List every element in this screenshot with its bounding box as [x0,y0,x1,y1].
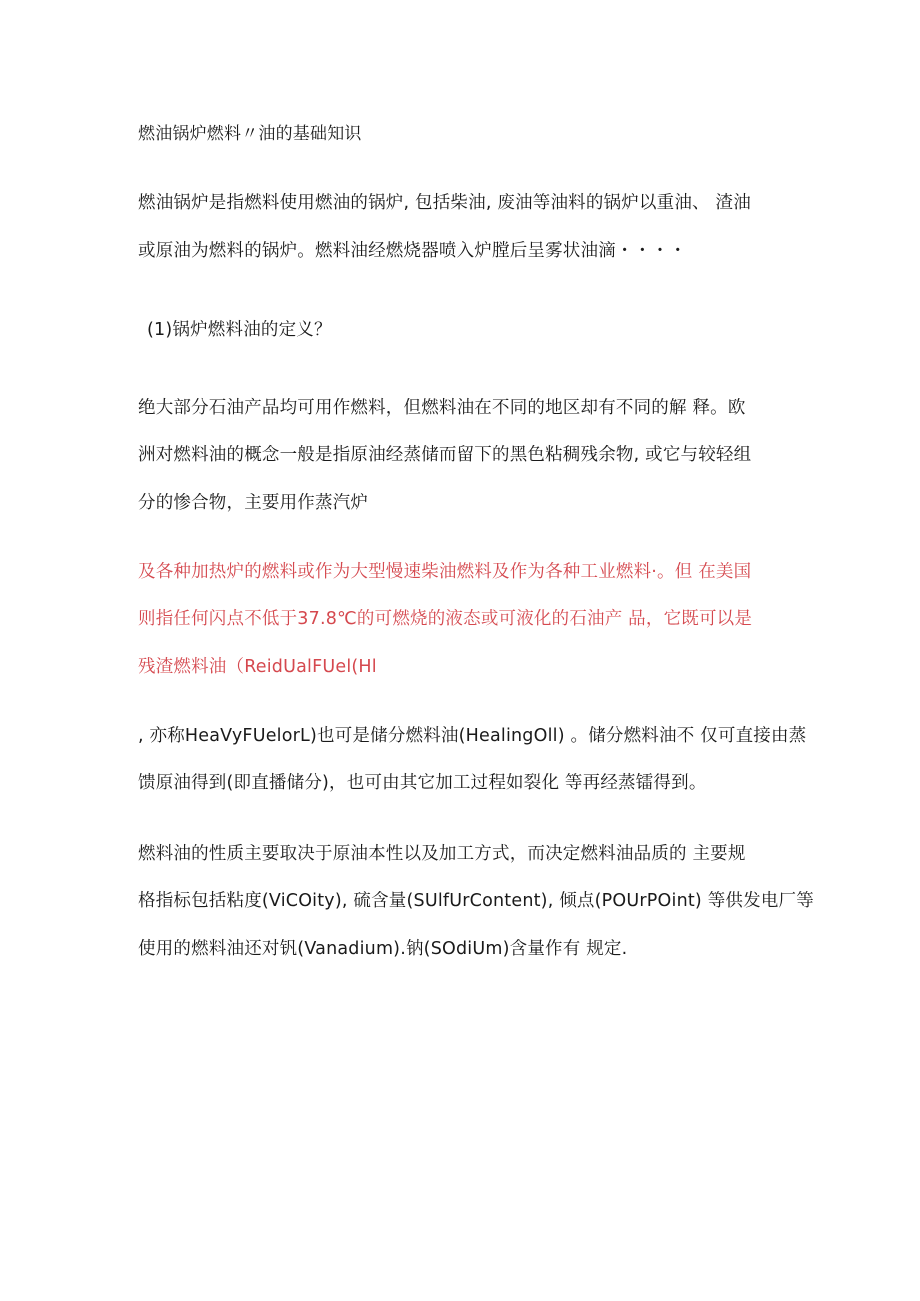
distillate-line-2: 馈原油得到(即直播储分)，也可由其它加工过程如裂化 等再经蒸镭得到。 [138,773,707,793]
intro-line-2: 或原油为燃料的锅炉。燃料油经燃烧器喷入炉膛后呈雾状油滴・・・・ [138,241,687,261]
document-title: 燃油锅炉燃料〃油的基础知识 [138,124,362,144]
definition-line-2: 洲对燃料油的概念一般是指原油经蒸储而留下的黑色粘稠残余物, 或它与较轻组 [138,445,752,465]
properties-line-2: 格指标包括粘度(ViCOity), 硫含量(SUlfUrContent), 倾点(POUrPOint) 等供发电厂等 [138,891,814,911]
properties-line-3: 使用的燃料油还对钒(Vanadium).钠(SOdiUm)含量作有 规定. [138,939,628,959]
highlight-line-1: 及各种加热炉的燃料或作为大型慢速柴油燃料及作为各种工业燃料·。但 在美国 [138,562,752,582]
definition-line-3: 分的惨合物，主要用作蒸汽炉 [138,493,369,513]
highlight-line-3: 残渣燃料油（ReidUalFUel(Hl [138,657,377,677]
distillate-line-1: , 亦称HeaVyFUelorL)也可是储分燃料油(HealingOll) 。储分燃料油不 仅可直接由蒸 [138,726,807,746]
properties-line-1: 燃料油的性质主要取决于原油本性以及加工方式，而决定燃料油品质的 主要规 [138,844,746,864]
highlight-line-2: 则指任何闪点不低于37.8℃的可燃烧的液态或可液化的石油产 品，它既可以是 [138,609,753,629]
section-heading: (1)锅炉燃料油的定义？ [147,320,332,340]
intro-line-1: 燃油锅炉是指燃料使用燃油的锅炉, 包括柴油, 废油等油料的锅炉以重油、 渣油 [138,193,751,213]
definition-line-1: 绝大部分石油产品均可用作燃料，但燃料油在不同的地区却有不同的解 释。欧 [138,398,746,418]
